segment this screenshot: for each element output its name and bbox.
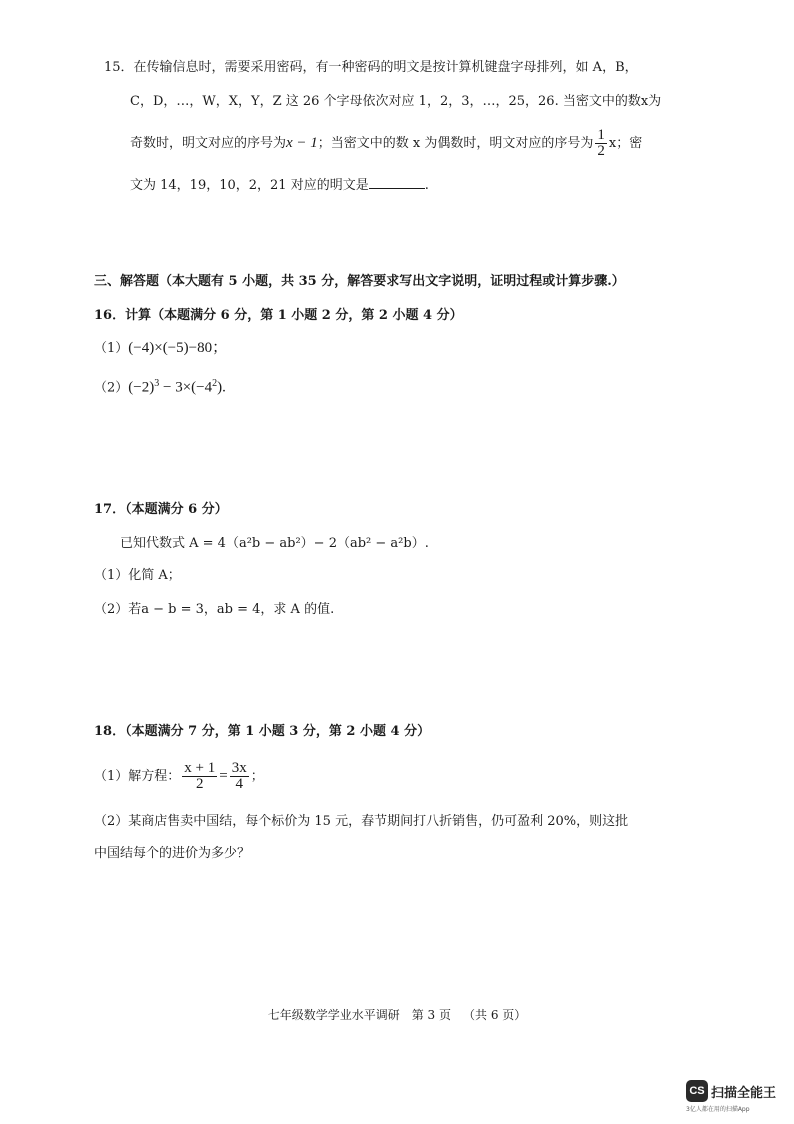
footer-subject: 七年级数学学业水平调研 xyxy=(267,1008,400,1022)
camscanner-logo-icon: CS xyxy=(686,1080,708,1102)
q16-part-2-expr-b: − 3×(−4 xyxy=(159,379,213,396)
q15-line-2: C，D，…，W，X，Y，Z 这 26 个字母依次对应 1，2，3，…，25，26. 当密文中的数x为 xyxy=(130,94,662,109)
q17-header: 17．（本题满分 6 分） xyxy=(94,502,228,517)
q15-even-text: ；当密文中的数 x 为偶数时，明文对应的序号为 xyxy=(317,136,594,151)
q18-equals: = xyxy=(219,768,228,784)
q15-frac-num: 1 xyxy=(597,127,605,143)
q18-fraction-right xyxy=(230,761,249,792)
q18-frac2-den: 4 xyxy=(235,776,243,792)
q17-part-2: （2）若a − b = 3，ab = 4，求 A 的值. xyxy=(94,602,335,617)
q16-part-2-label: （2） xyxy=(94,380,129,396)
q16-header: 16．计算（本题满分 6 分，第 1 小题 2 分，第 2 小题 4 分） xyxy=(94,308,463,323)
q16-part-2-exp-2: 2 xyxy=(212,378,218,389)
q18-part-1-label: （1）解方程： xyxy=(94,769,181,784)
q15-odd-text: 奇数时，明文对应的序号为 xyxy=(130,136,287,151)
q15-frac-den: 2 xyxy=(597,143,605,159)
q18-part-1-end: ； xyxy=(250,769,264,784)
watermark-name: 扫描全能王 xyxy=(711,1085,777,1101)
q18-frac1-den: 2 xyxy=(196,776,204,792)
q16-part-1 xyxy=(94,338,227,359)
q18-part-1 xyxy=(94,756,264,797)
q16-part-1-label: （1） xyxy=(94,341,129,356)
page-footer xyxy=(0,1006,794,1023)
q18-part-2-line-1: （2）某商店售卖中国结，每个标价为 15 元，春节期间打八折销售，仍可盈利 20%，则这批 xyxy=(94,814,629,829)
section-3-title: 三、解答题（本大题有 5 小题，共 35 分，解答要求写出文字说明，证明过程或计算步骤.） xyxy=(94,274,625,289)
q18-fraction-left xyxy=(182,761,217,792)
q16-part-2-expr-a: (−2) xyxy=(128,379,155,396)
q17-given: 已知代数式 A = 4（a²b − ab²）− 2（ab² − a²b）. xyxy=(120,536,429,551)
q17-part-1: （1）化简 A； xyxy=(94,568,181,583)
q15-end: . xyxy=(424,178,429,193)
q18-header: 18．（本题满分 7 分，第 1 小题 3 分，第 2 小题 4 分） xyxy=(94,724,431,739)
q16-part-2 xyxy=(94,374,226,398)
q18-part-2-line-2: 中国结每个的进价为多少？ xyxy=(94,846,251,861)
q18-frac1-num: x + 1 xyxy=(184,760,216,776)
q15-odd-expr: x − 1 xyxy=(286,135,318,151)
footer-total: （共 6 页） xyxy=(463,1008,527,1022)
q15-half-fraction xyxy=(595,128,607,159)
q15-answer-blank[interactable] xyxy=(369,174,425,189)
q18-frac2-num: 3x xyxy=(231,760,247,776)
footer-page: 第 3 页 xyxy=(411,1008,451,1022)
scanner-watermark xyxy=(686,1080,790,1113)
q15-line-4 xyxy=(130,174,429,196)
q16-part-2-expr-c: ). xyxy=(217,379,226,396)
q15-question-text: 文为 14，19，10，2，21 对应的明文是 xyxy=(130,178,369,193)
q15-even-tail: x；密 xyxy=(608,136,643,151)
q15-line-1: 15．在传输信息时，需要采用密码，有一种密码的明文是按计算机键盘字母排列，如 A，B， xyxy=(104,60,638,75)
q15-line-3 xyxy=(130,128,642,159)
q16-part-1-expr: (−4)×(−5)−80； xyxy=(128,340,228,356)
watermark-tagline: 3亿人都在用的扫描App xyxy=(686,1106,750,1113)
q16-part-2-exp-1: 3 xyxy=(154,378,160,389)
